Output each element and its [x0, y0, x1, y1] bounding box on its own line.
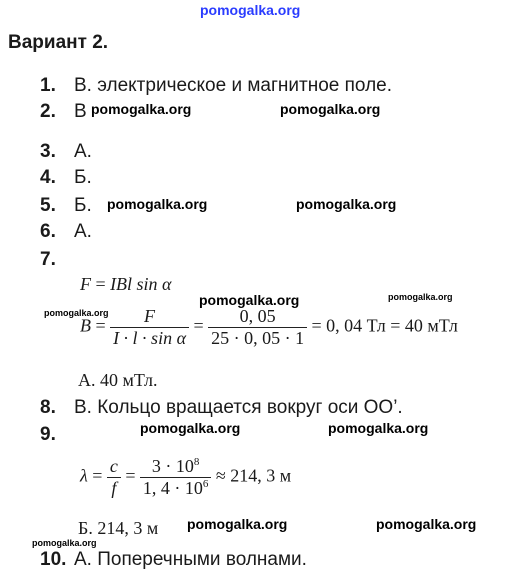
answer-number-6: 6.	[40, 221, 56, 242]
formula-wavelength	[80, 456, 291, 499]
answer-7-result: А. 40 мТл.	[78, 370, 158, 390]
formula-induction-lhs: B	[80, 315, 91, 336]
answer-number-4: 4.	[40, 167, 56, 188]
numerator-exponent: 8	[193, 456, 200, 468]
watermark[interactable]: pomogalka.org	[199, 292, 300, 308]
denominator-exponent: 6	[202, 478, 209, 490]
watermark-top[interactable]: pomogalka.org	[200, 2, 301, 18]
formula-force	[80, 274, 172, 295]
watermark[interactable]: pomogalka.org	[328, 420, 429, 436]
formula-induction-fraction-2	[208, 306, 307, 349]
answer-number-9: 9.	[40, 424, 56, 445]
answer-text-5: Б.	[74, 195, 92, 216]
answer-number-8: 8.	[40, 397, 56, 418]
watermark[interactable]: pomogalka.org	[187, 516, 288, 532]
denominator-base: 1, 4 · 10	[142, 478, 203, 498]
answer-text-1: В. электрическое и магнитное поле.	[74, 75, 393, 96]
answer-number-1: 1.	[40, 75, 56, 96]
numerator-base: 3 · 10	[151, 456, 194, 476]
answer-text-6: А.	[74, 221, 92, 242]
answer-9-result: Б. 214, 3 м	[78, 518, 159, 538]
watermark[interactable]: pomogalka.org	[388, 292, 453, 302]
formula-force-eq: =	[95, 274, 106, 294]
watermark[interactable]: pomogalka.org	[140, 420, 241, 436]
watermark[interactable]: pomogalka.org	[44, 308, 109, 318]
fraction-numerator: c	[109, 456, 118, 476]
formula-wavelength-eq2: =	[125, 465, 136, 486]
fraction-denominator: f	[107, 477, 121, 499]
formula-induction-fraction-1	[110, 306, 189, 349]
formula-induction-eq1: =	[95, 315, 106, 336]
answer-number-2: 2.	[40, 101, 56, 122]
watermark[interactable]: pomogalka.org	[91, 101, 192, 117]
formula-wavelength-lhs: λ	[80, 465, 88, 486]
formula-wavelength-fraction-1	[107, 456, 121, 499]
formula-wavelength-eq1: =	[92, 465, 103, 486]
answer-number-10: 10.	[40, 549, 67, 570]
answer-number-7: 7.	[40, 249, 56, 270]
formula-wavelength-fraction-2	[140, 456, 212, 499]
fraction-denominator: 25 · 0, 05 · 1	[208, 327, 307, 349]
answer-text-8: В. Кольцо вращается вокруг оси ОО’.	[74, 397, 403, 418]
answer-text-2: В	[74, 101, 87, 122]
answer-text-10: А. Поперечными волнами.	[74, 549, 307, 570]
formula-force-lhs: F	[80, 274, 91, 294]
fraction-denominator: I · l · sin α	[110, 327, 189, 349]
watermark[interactable]: pomogalka.org	[280, 101, 381, 117]
formula-force-rhs: IBl sin α	[110, 274, 172, 294]
answer-text-4: Б.	[74, 167, 92, 188]
watermark[interactable]: pomogalka.org	[32, 538, 97, 548]
formula-induction-result: = 0, 04 Тл = 40 мТл	[311, 315, 458, 336]
formula-wavelength-result: ≈ 214, 3 м	[215, 465, 292, 486]
fraction-numerator	[140, 456, 212, 477]
watermark[interactable]: pomogalka.org	[296, 196, 397, 212]
answer-text-3: А.	[74, 141, 92, 162]
formula-induction-eq2: =	[193, 315, 204, 336]
watermark[interactable]: pomogalka.org	[107, 196, 208, 212]
fraction-numerator: 0, 05	[239, 306, 276, 326]
formula-induction	[80, 306, 458, 349]
page-title: Вариант 2.	[8, 32, 109, 53]
fraction-denominator	[140, 477, 212, 499]
watermark[interactable]: pomogalka.org	[376, 516, 477, 532]
answer-number-5: 5.	[40, 195, 56, 216]
answer-number-3: 3.	[40, 141, 56, 162]
fraction-numerator: F	[144, 306, 156, 326]
